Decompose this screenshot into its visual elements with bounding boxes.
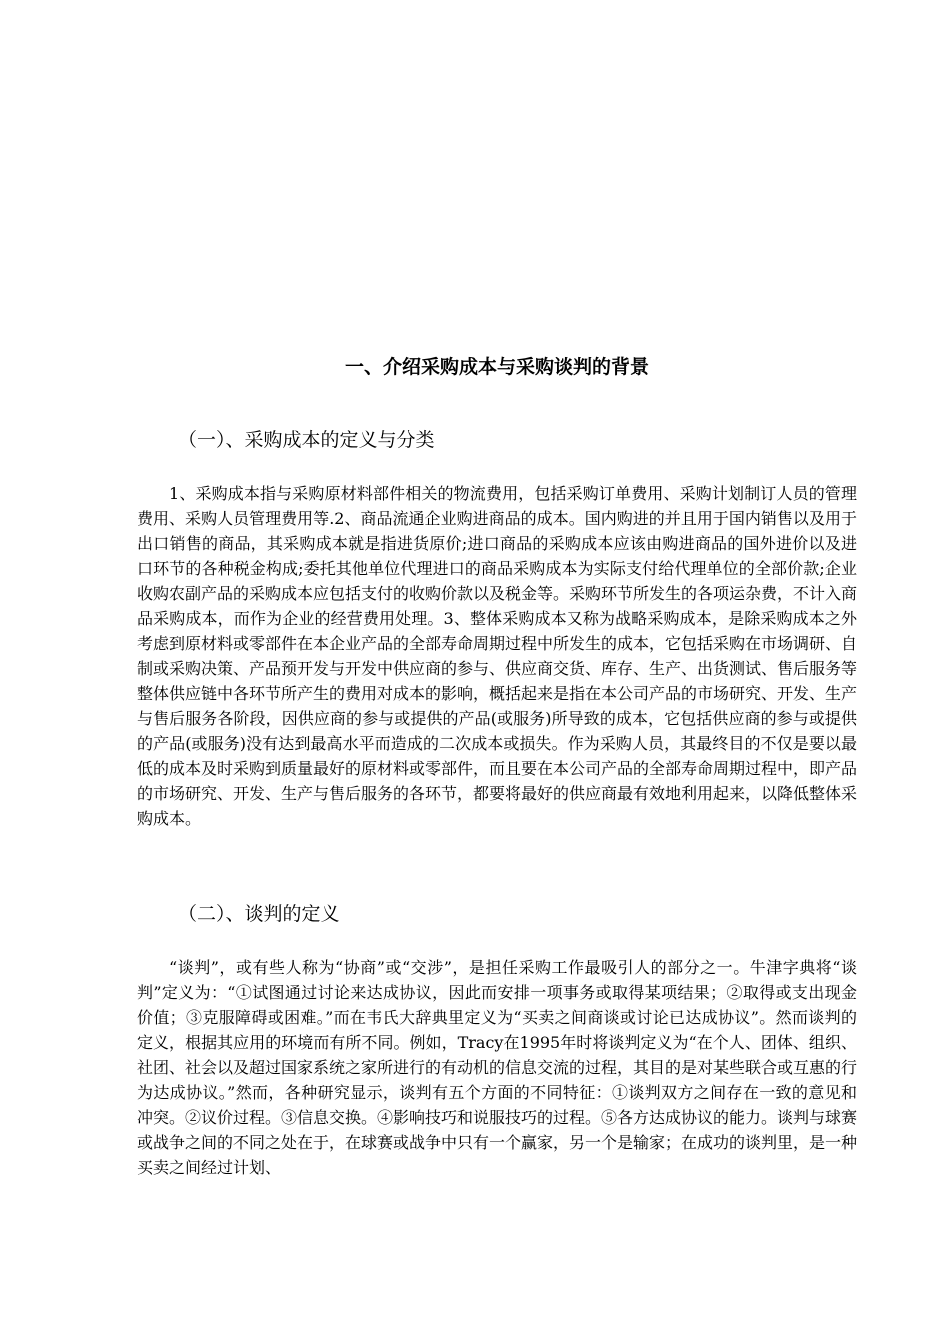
section-heading-cost-definition: （一）、采购成本的定义与分类	[178, 429, 435, 451]
paragraph-negotiation-definition: “谈判”，或有些人称为“协商”或“交涉”，是担任采购工作最吸引人的部分之一。牛津字典将“谈判”定义为：“①试图通过讨论来达成协议，因此而安排一项事务或取得某项结果；②取得或支出现金价值；③克服障碍或困难。”而在韦氏大辞典里定义为“买卖之间商谈或讨论已达成协议”。然而谈判的定义，根据其应用的环境而有所不同。例如，Tracy在1995年时将谈判定义为“在个人、团体、组织、社团、社会以及超过国家系统之家所进行的有动机的信息交流的过程，其目的是对某些联合或互惠的行为达成协议。”然而，各种研究显示，谈判有五个方面的不同特征：①谈判双方之间存在一致的意见和冲突。②议价过程。③信息交换。④影响技巧和说服技巧的过程。⑤各方达成协议的能力。谈判与球赛或战争之间的不同之处在于，在球赛或战争中只有一个赢家，另一个是输家；在成功的谈判里，是一种买卖之间经过计划、	[137, 958, 858, 1177]
main-heading: 一、介绍采购成本与采购谈判的背景	[344, 356, 649, 378]
paragraph-cost-definition: 1、采购成本指与采购原材料部件相关的物流费用，包括采购订单费用、采购计划制订人员的管理费用、采购人员管理费用等.2、商品流通企业购进商品的成本。国内购进的并且用于国内销售以及用于出口销售的商品，其采购成本就是指进货原价;进口商品的采购成本应该由购进商品的国外进价以及进口环节的各种税金构成;委托其他单位代理进口的商品采购成本为实际支付给代理单位的全部价款;企业收购农副产品的采购成本应包括支付的收购价款以及税金等。采购环节所发生的各项运杂费，不计入商品采购成本，而作为企业的经营费用处理。3、整体采购成本又称为战略采购成本，是除采购成本之外考虑到原材料或零部件在本企业产品的全部寿命周期过程中所发生的成本，它包括采购在市场调研、自制或采购决策、产品预开发与开发中供应商的参与、供应商交货、库存、生产、出货测试、售后服务等整体供应链中各环节所产生的费用对成本的影响，概括起来是指在本公司产品的市场研究、开发、生产与售后服务各阶段，因供应商的参与或提供的产品(或服务)所导致的成本，它包括供应商的参与或提供的产品(或服务)没有达到最高水平而造成的二次成本或损失。作为采购人员，其最终目的不仅是要以最低的成本及时采购到质量最好的原材料或零部件，而且要在本公司产品的全部寿命周期过程中，即产品的市场研究、开发、生产与售后服务的各环节，都要将最好的供应商最有效地利用起来，以降低整体采购成本。	[137, 484, 858, 828]
section-heading-negotiation-definition: （二）、谈判的定义	[178, 903, 340, 925]
